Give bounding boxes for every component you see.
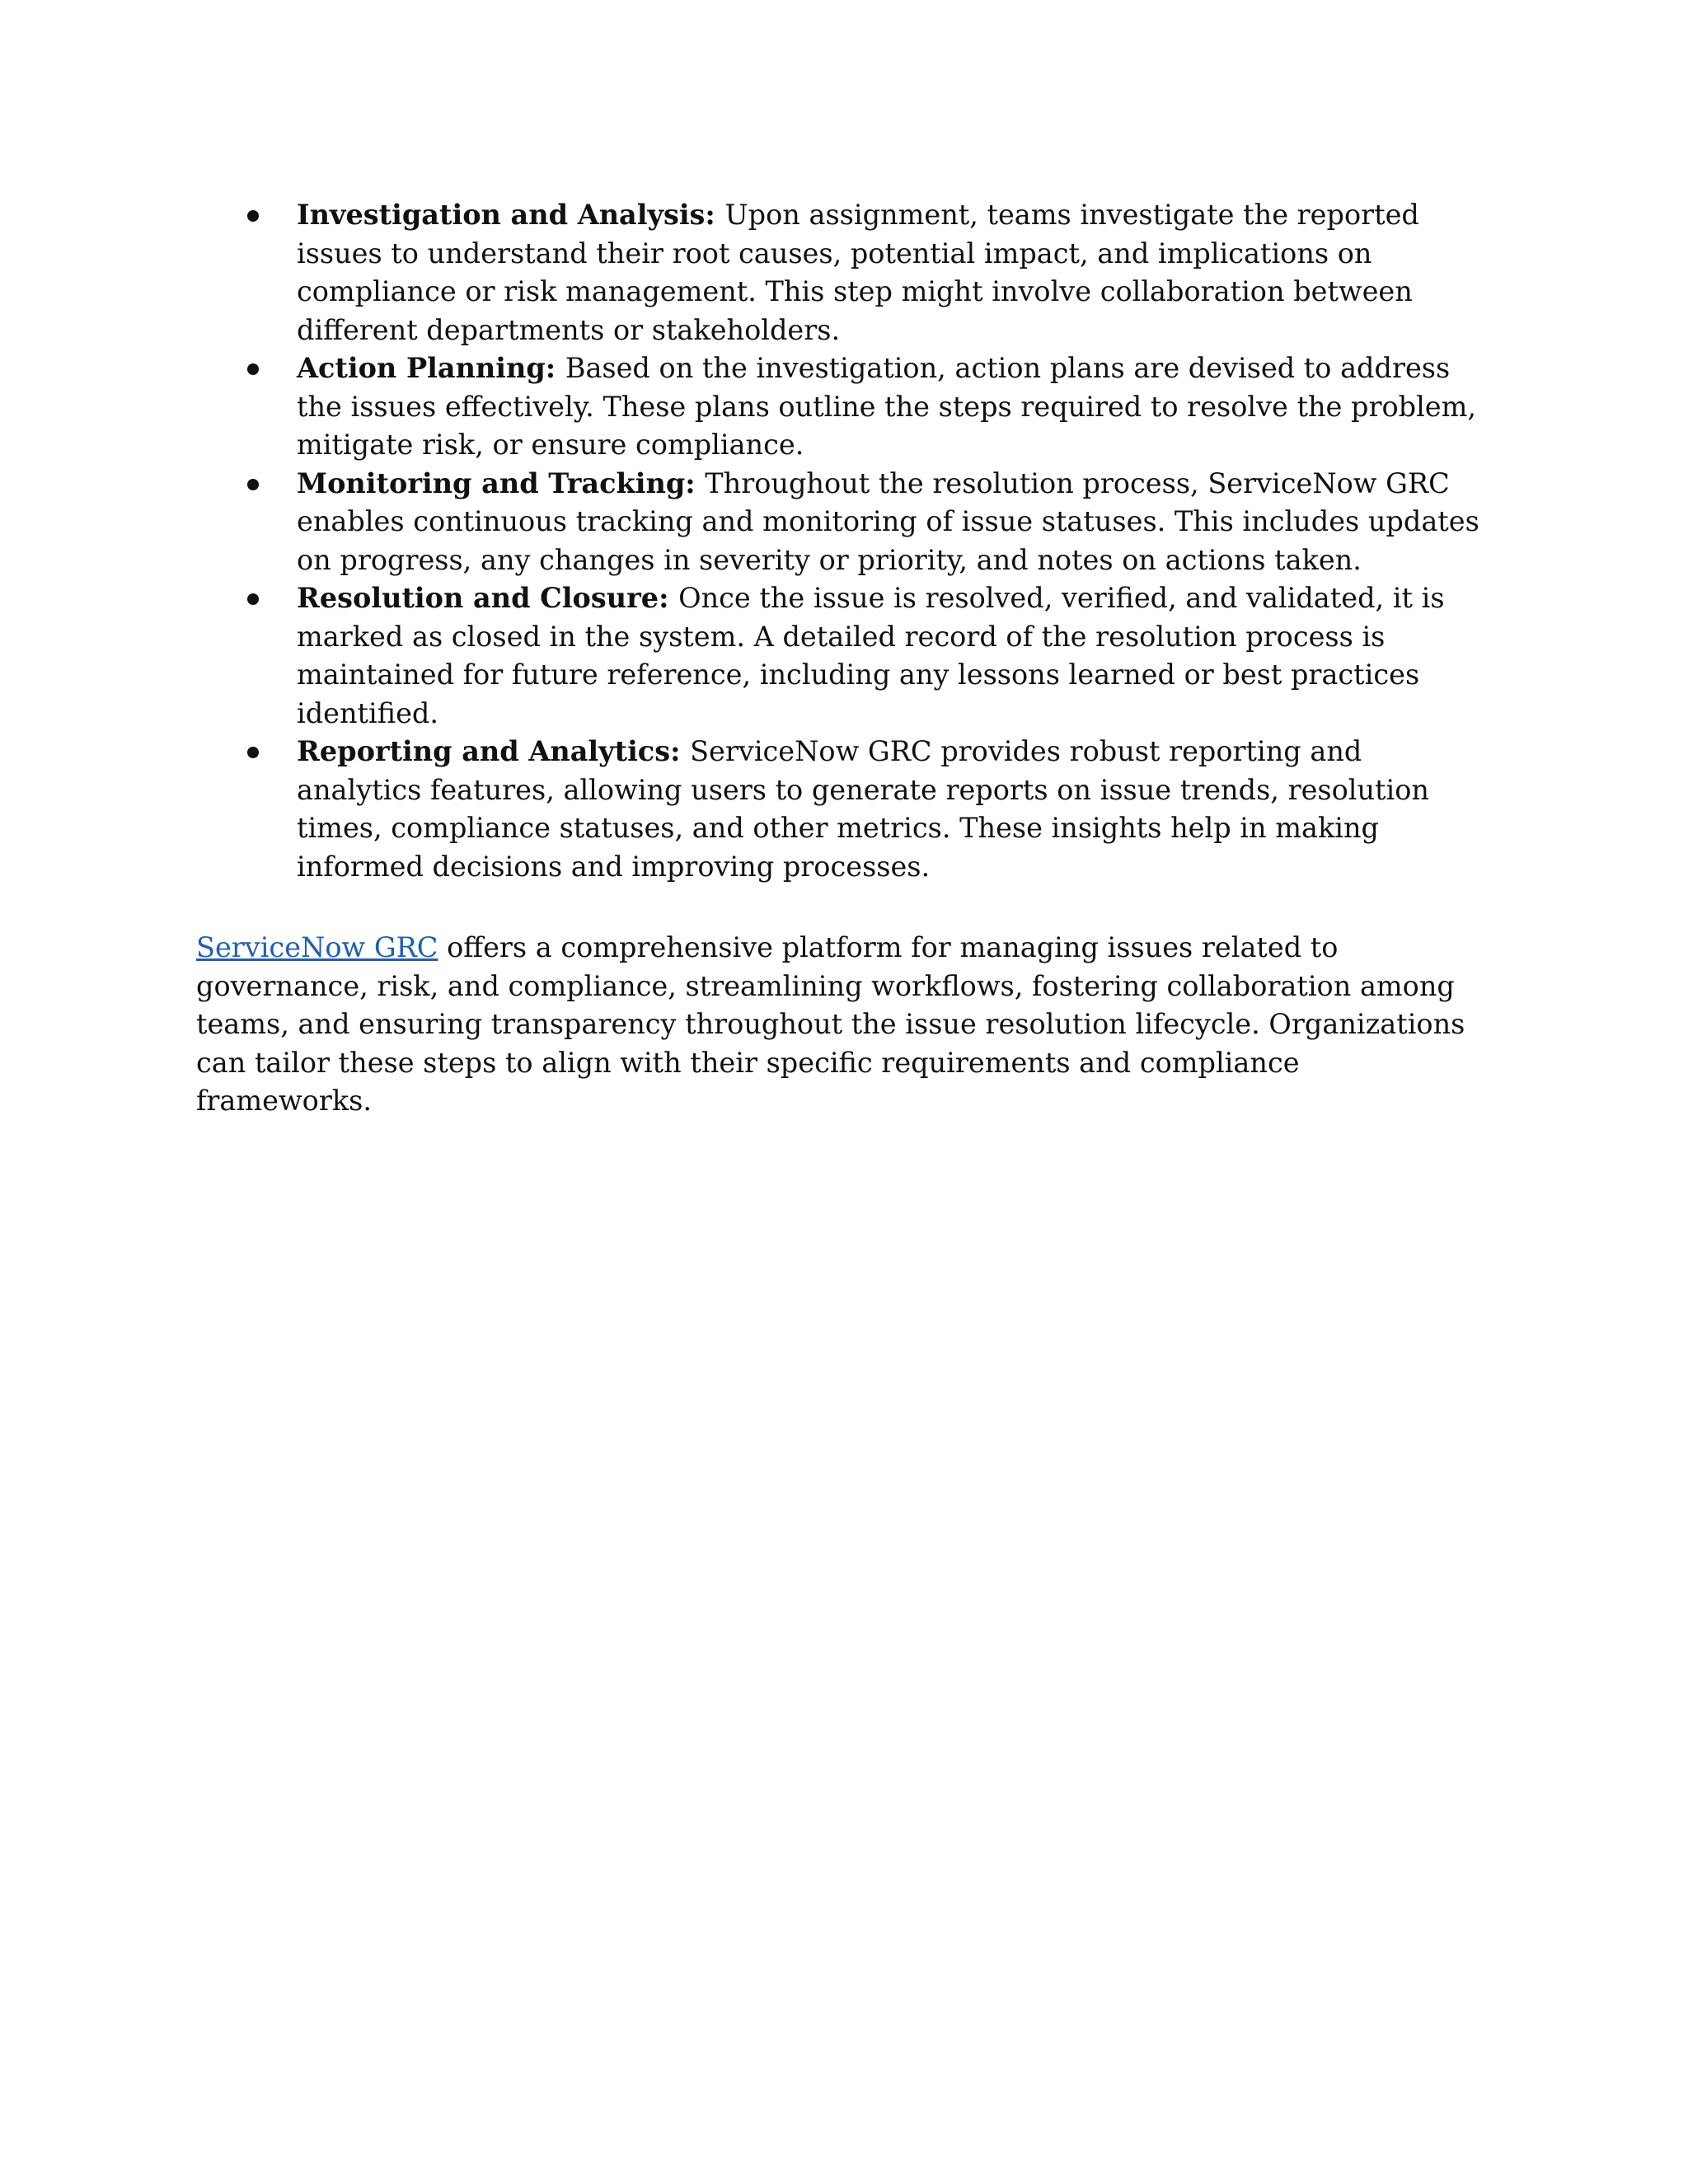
closing-paragraph [196,929,1482,1121]
list-item [196,349,1482,465]
list-item-term: Reporting and Analytics: [297,735,691,767]
list-item-term: Investigation and Analysis: [297,199,725,231]
bullet-icon [247,479,259,490]
bullet-list [196,196,1482,886]
document-body [196,196,1482,1121]
list-item [196,465,1482,580]
list-item [196,733,1482,886]
list-item-term: Resolution and Closure: [297,582,679,614]
list-item-term: Action Planning: [297,352,565,384]
bullet-icon [247,593,259,605]
servicenow-grc-link[interactable]: ServiceNow GRC [196,931,438,963]
list-item-text: Upon assignment, teams investigate the reported issues to understand their root causes, potential impact, and implications on compliance or risk management. This step might involve collaboration between different departments or stakeholders. [297,199,1419,346]
bullet-icon [247,747,259,758]
closing-paragraph-text: offers a comprehensive platform for managing issues related to governance, risk, and compliance, streamlining workflows, fostering collaboration among teams, and ensuring transparency throughout the issue resolution lifecycle. Organizations can tailor these steps to align with their specific requirements and compliance frameworks. [196,931,1465,1117]
bullet-icon [247,210,259,222]
bullet-icon [247,363,259,375]
list-item [196,579,1482,733]
list-item-text: ServiceNow GRC provides robust reporting and analytics features, allowing users to generate reports on issue trends, resolution times, compliance statuses, and other metrics. These insights help in making informed decisions and improving processes. [297,735,1429,883]
list-item-text: Throughout the resolution process, ServiceNow GRC enables continuous tracking and monitoring of issue statuses. This includes updates on progress, any changes in severity or priority, and notes on actions taken. [297,466,1479,576]
list-item [196,196,1482,349]
list-item-text: Based on the investigation, action plans are devised to address the issues effectively. These plans outline the steps required to resolve the problem, mitigate risk, or ensure compliance. [297,352,1477,461]
list-item-term: Monitoring and Tracking: [297,466,706,499]
list-item-text: Once the issue is resolved, verified, and validated, it is marked as closed in the system. A detailed record of the resolution process is maintained for future reference, including any lessons learned or best practices identified. [297,582,1445,729]
